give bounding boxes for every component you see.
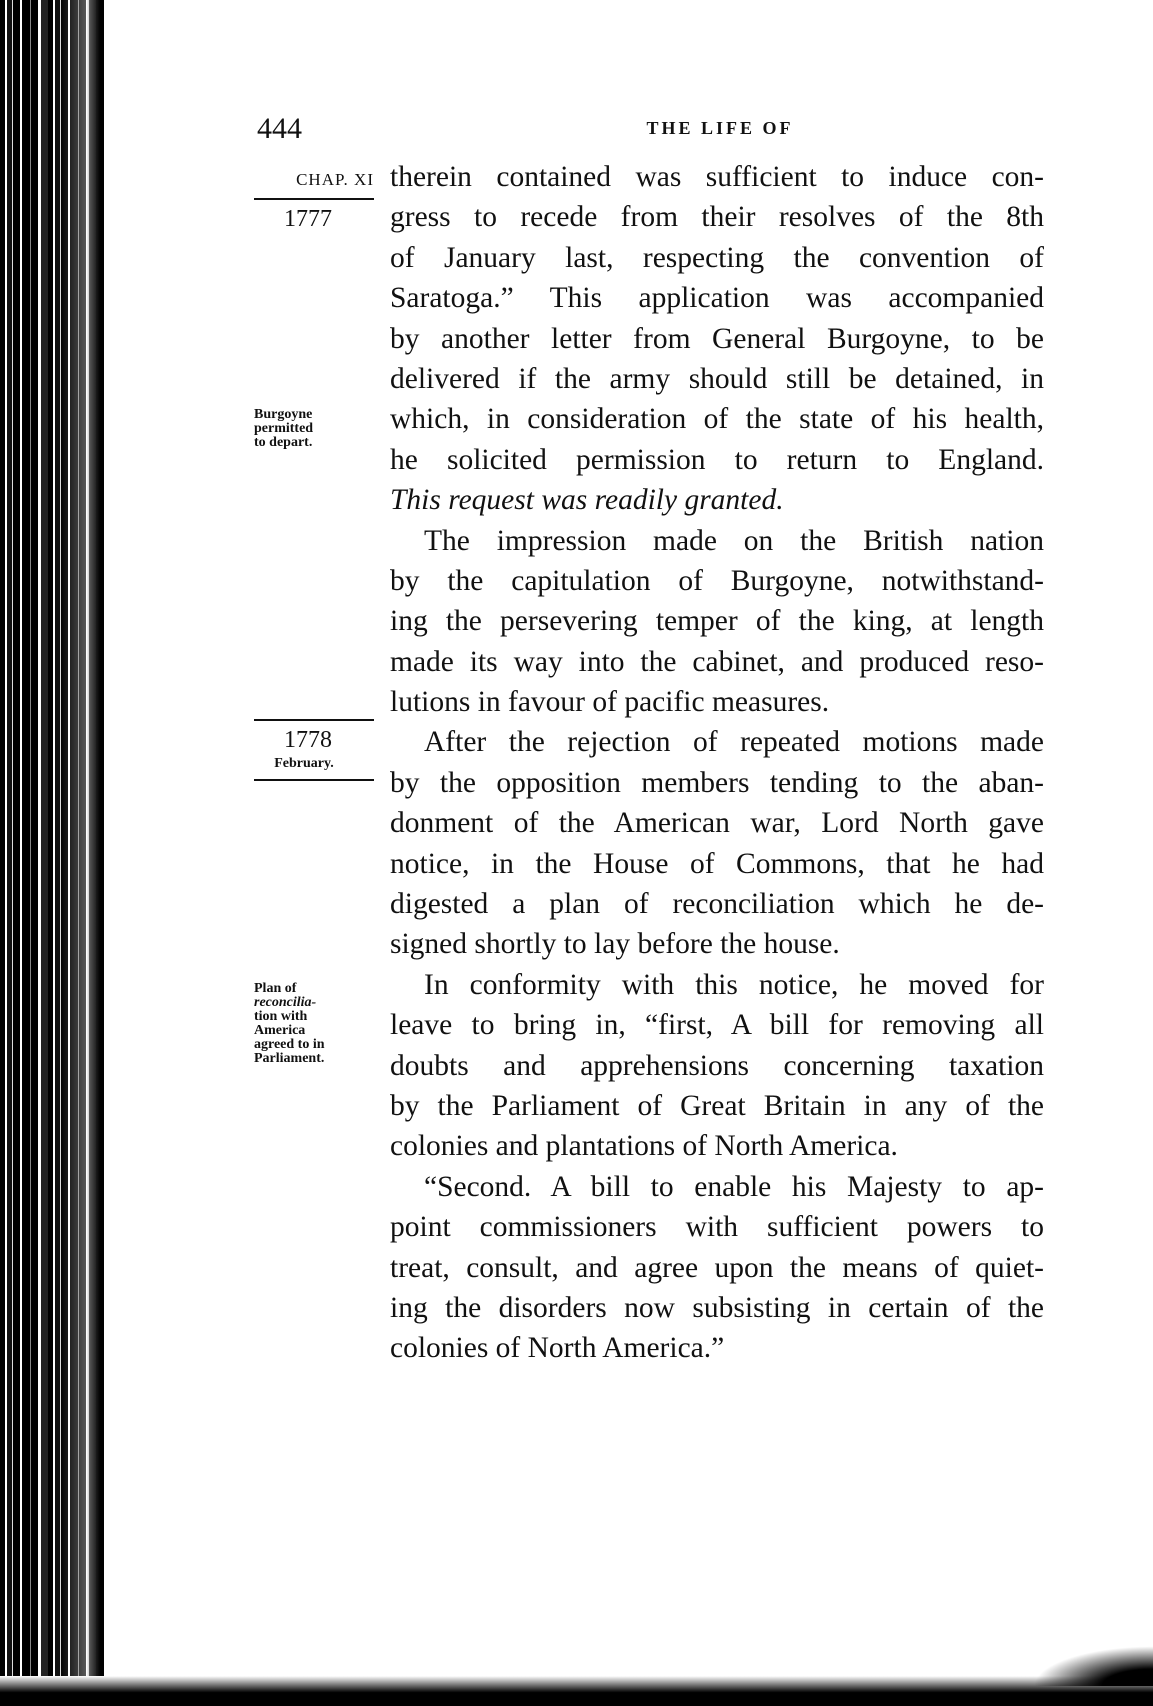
margin-year-1778: 1778 [284,727,332,753]
margin-note-line: Parliament. [254,1051,325,1066]
text-line: point commissioners with sufficient powers to [390,1211,1044,1244]
text-line: doubts and apprehensions concerning taxation [390,1049,1044,1082]
text-line: he solicited permission to return to England. [390,443,1044,476]
text-line: treat, consult, and agree upon the means of quiet- [390,1251,1044,1284]
text-line: lutions in favour of pacific measures. [390,686,830,719]
margin-note-line: Plan of [254,981,297,996]
gutter-shadow [60,0,104,1706]
margin-rule [254,719,374,721]
running-head: THE LIFE OF [646,118,794,138]
text-line: signed shortly to lay before the house. [390,928,840,961]
margin-note-line: permitted [254,421,314,436]
text-line: The impression made on the British nation [424,524,1044,557]
margin-note-line: agreed to in [254,1037,325,1052]
paragraph [390,965,1044,1167]
text-line: digested a plan of reconciliation which he de- [390,888,1044,921]
text-line: of January last, respecting the convention of [390,241,1044,274]
text-line: donment of the American war, Lord North gave [390,807,1044,840]
bottom-edge-shadow [0,1676,1153,1706]
paragraph [390,722,1044,964]
margin-rule [254,198,374,200]
text-line: After the rejection of repeated motions made [424,726,1044,759]
text-line: colonies and plantations of North America. [390,1130,898,1163]
margin-year-1777: 1777 [284,206,332,232]
paragraph [390,1167,1044,1369]
text-line: by the Parliament of Great Britain in any of the [390,1089,1044,1122]
text-line: This request was readily granted. [390,484,784,517]
corner-shadow [1033,1646,1153,1686]
text-line: leave to bring in, “first, A bill for removing all [390,1009,1044,1042]
text-line: made its way into the cabinet, and produced reso- [390,645,1044,678]
text-line: by the capitulation of Burgoyne, notwithstand- [390,564,1044,597]
margin-note-line: America [254,1023,306,1038]
margin-note-line: tion with [254,1009,308,1024]
margin-note-line: Burgoyne [254,407,313,422]
body-text [390,157,1044,1369]
text-line: delivered if the army should still be detained, in [390,362,1044,395]
text-line: which, in consideration of the state of his health, [390,403,1044,436]
text-line: notice, in the House of Commons, that he had [390,847,1044,880]
margin-note-line: reconcilia- [254,995,317,1010]
page-number: 444 [257,112,302,145]
text-line: by another letter from General Burgoyne, to be [390,322,1044,355]
margin-note-plan [254,982,376,1066]
paragraph [390,157,1044,521]
text-line: by the opposition members tending to the aban- [390,766,1044,799]
text-line: ing the persevering temper of the king, at length [390,605,1044,638]
text-line: Saratoga.” This application was accompanied [390,282,1044,315]
margin-rule [254,779,374,781]
margin-month: February. [274,756,334,771]
text-line: gress to recede from their resolves of the 8th [390,201,1044,234]
text-line: colonies of North America.” [390,1332,725,1365]
text-line: ing the disorders now subsisting in certain of the [390,1291,1044,1324]
chapter-label: CHAP. XI [296,170,374,189]
margin-note-burgoyne [254,408,376,450]
paragraph [390,521,1044,723]
margin-note-line: to depart. [254,435,313,450]
text-line: “Second. A bill to enable his Majesty to ap- [424,1170,1044,1203]
text-line: In conformity with this notice, he moved for [424,968,1044,1001]
text-line: therein contained was sufficient to induce con- [390,161,1044,193]
